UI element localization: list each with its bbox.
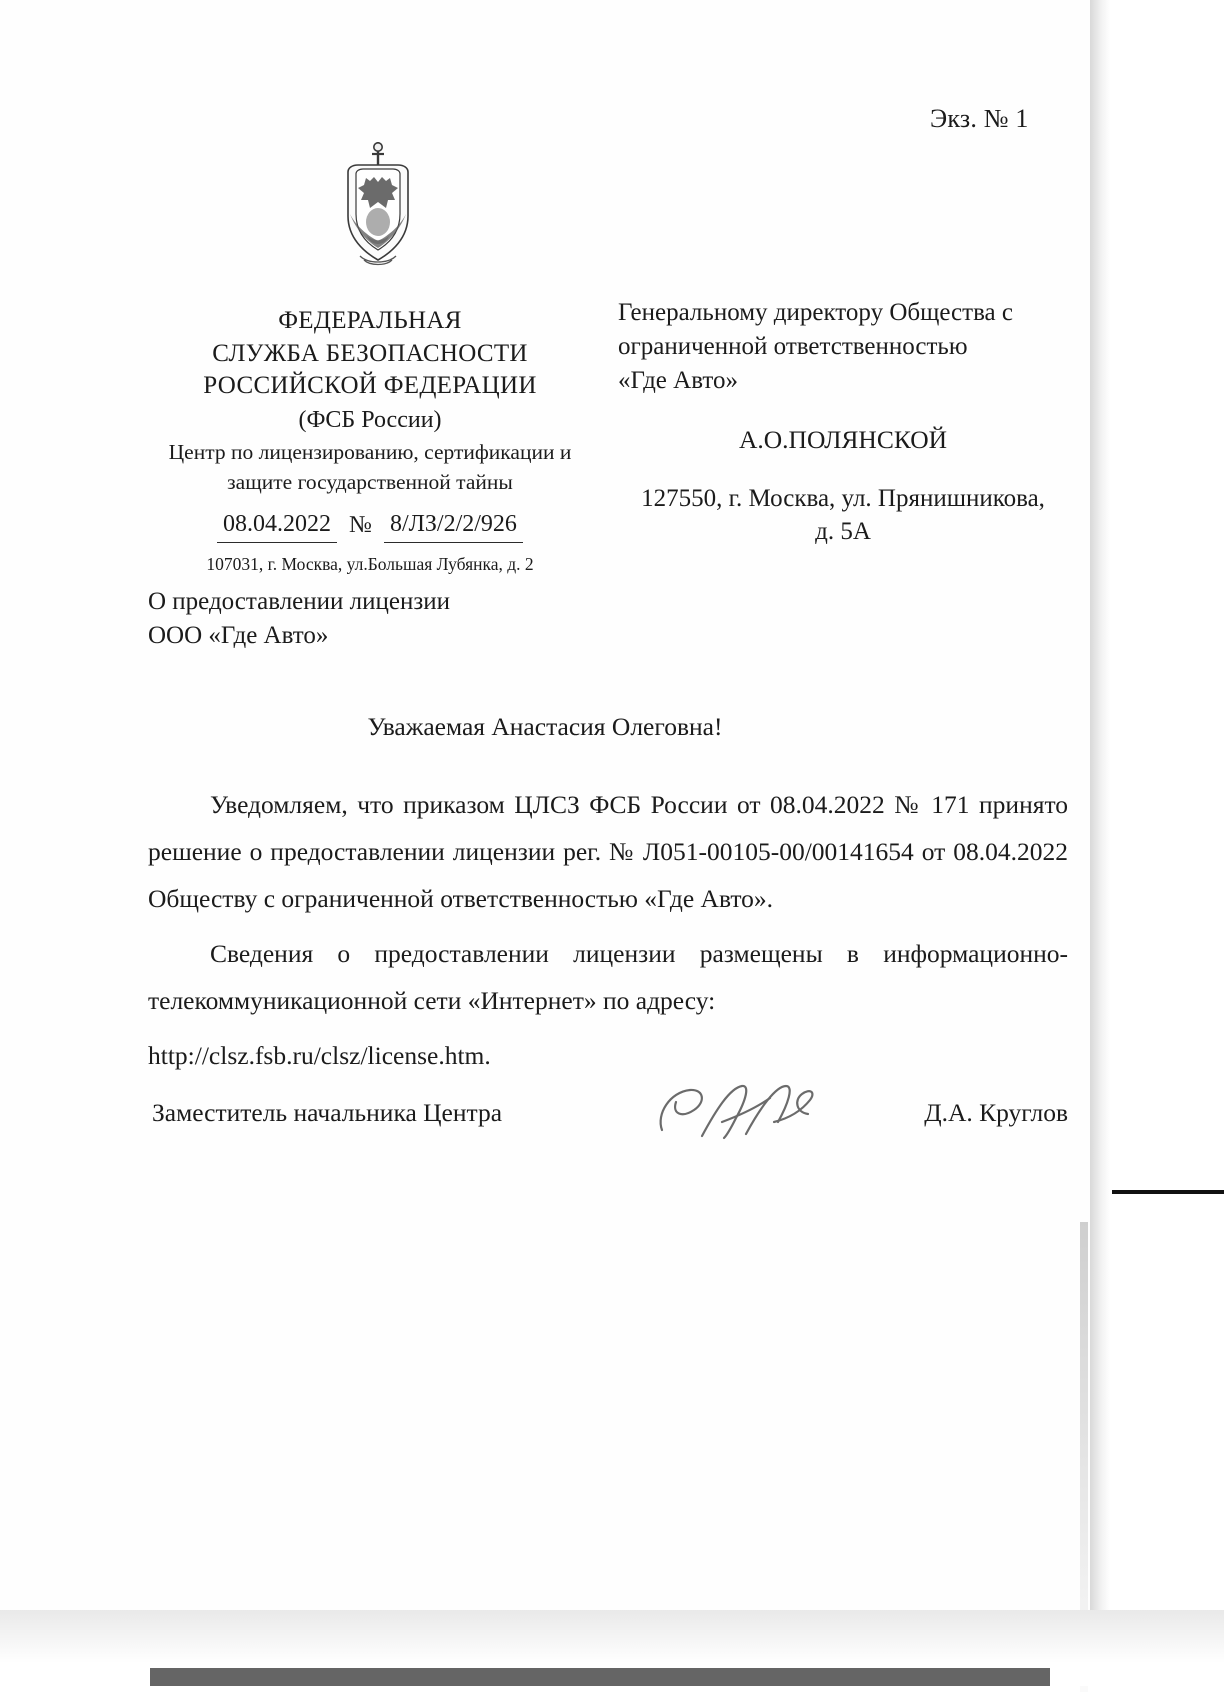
letterhead-line-3: РОССИЙСКОЙ ФЕДЕРАЦИИ	[203, 372, 537, 399]
scan-edge-right	[1090, 0, 1110, 1610]
letterhead-line-4: (ФСБ России)	[298, 406, 442, 433]
signature-row	[152, 1098, 1068, 1128]
letterhead-line-1: ФЕДЕРАЛЬНАЯ	[278, 307, 462, 334]
addressee-line-2: ограниченной ответственностью	[618, 332, 968, 360]
subject-line-2: ООО «Где Авто»	[148, 622, 329, 649]
letterhead-block	[140, 305, 600, 576]
body-paragraph-3-url: http://clsz.fsb.ru/clsz/license.htm.	[148, 1040, 491, 1070]
addressee-block	[618, 296, 1068, 549]
scan-artifact-right-bar	[1112, 1190, 1224, 1194]
addressee-address	[618, 482, 1068, 550]
letterhead-address: 107031, г. Москва, ул.Большая Лубянка, д. 2	[206, 553, 534, 574]
addressee-address-line-2: д. 5А	[815, 518, 871, 546]
subject-line-1: О предоставлении лицензии	[148, 588, 450, 615]
signatory-name: Д.А. Круглов	[924, 1098, 1068, 1127]
copy-number: Экз. № 1	[930, 104, 1029, 133]
letter-date: 08.04.2022	[217, 509, 337, 543]
letterhead-reference-row	[140, 509, 600, 543]
addressee-name: А.О.ПОЛЯНСКОЙ	[738, 425, 948, 455]
letterhead-department-line-1: Центр по лицензированию, сертификации и	[168, 439, 572, 464]
signatory-position: Заместитель начальника Центра	[152, 1098, 503, 1127]
addressee-line-1: Генеральному директору Общества с	[618, 299, 1013, 326]
addressee-line-3: «Где Авто»	[618, 366, 738, 394]
body-text	[148, 782, 1068, 1079]
letter-number-label: №	[349, 511, 372, 538]
scan-artifact-bottom-strip	[150, 1668, 1050, 1686]
body-paragraph-1: Уведомляем, что приказом ЦЛСЗ ФСБ России от 08.04.2022 № 171 принято решение о предоставлении лицензии рег. № Л051-00105-00/00141654 от 08.04.2022 Обществу с ограниченной ответственностью «Где Авто».	[148, 790, 1068, 913]
subject-block	[148, 585, 450, 653]
letter-number: 8/ЛЗ/2/2/926	[384, 509, 523, 543]
addressee-address-line-1: 127550, г. Москва, ул. Прянишникова,	[641, 484, 1045, 512]
fsb-emblem-icon	[330, 138, 426, 278]
salutation: Уважаемая Анастасия Олеговна!	[367, 712, 723, 741]
letterhead-department-line-2: защите государственной тайны	[227, 470, 513, 495]
letterhead-line-2: СЛУЖБА БЕЗОПАСНОСТИ	[212, 339, 528, 367]
body-paragraph-2: Сведения о предоставлении лицензии размещены в информационно-телекоммуникационной сети «Интернет» по адресу:	[148, 938, 1068, 1015]
